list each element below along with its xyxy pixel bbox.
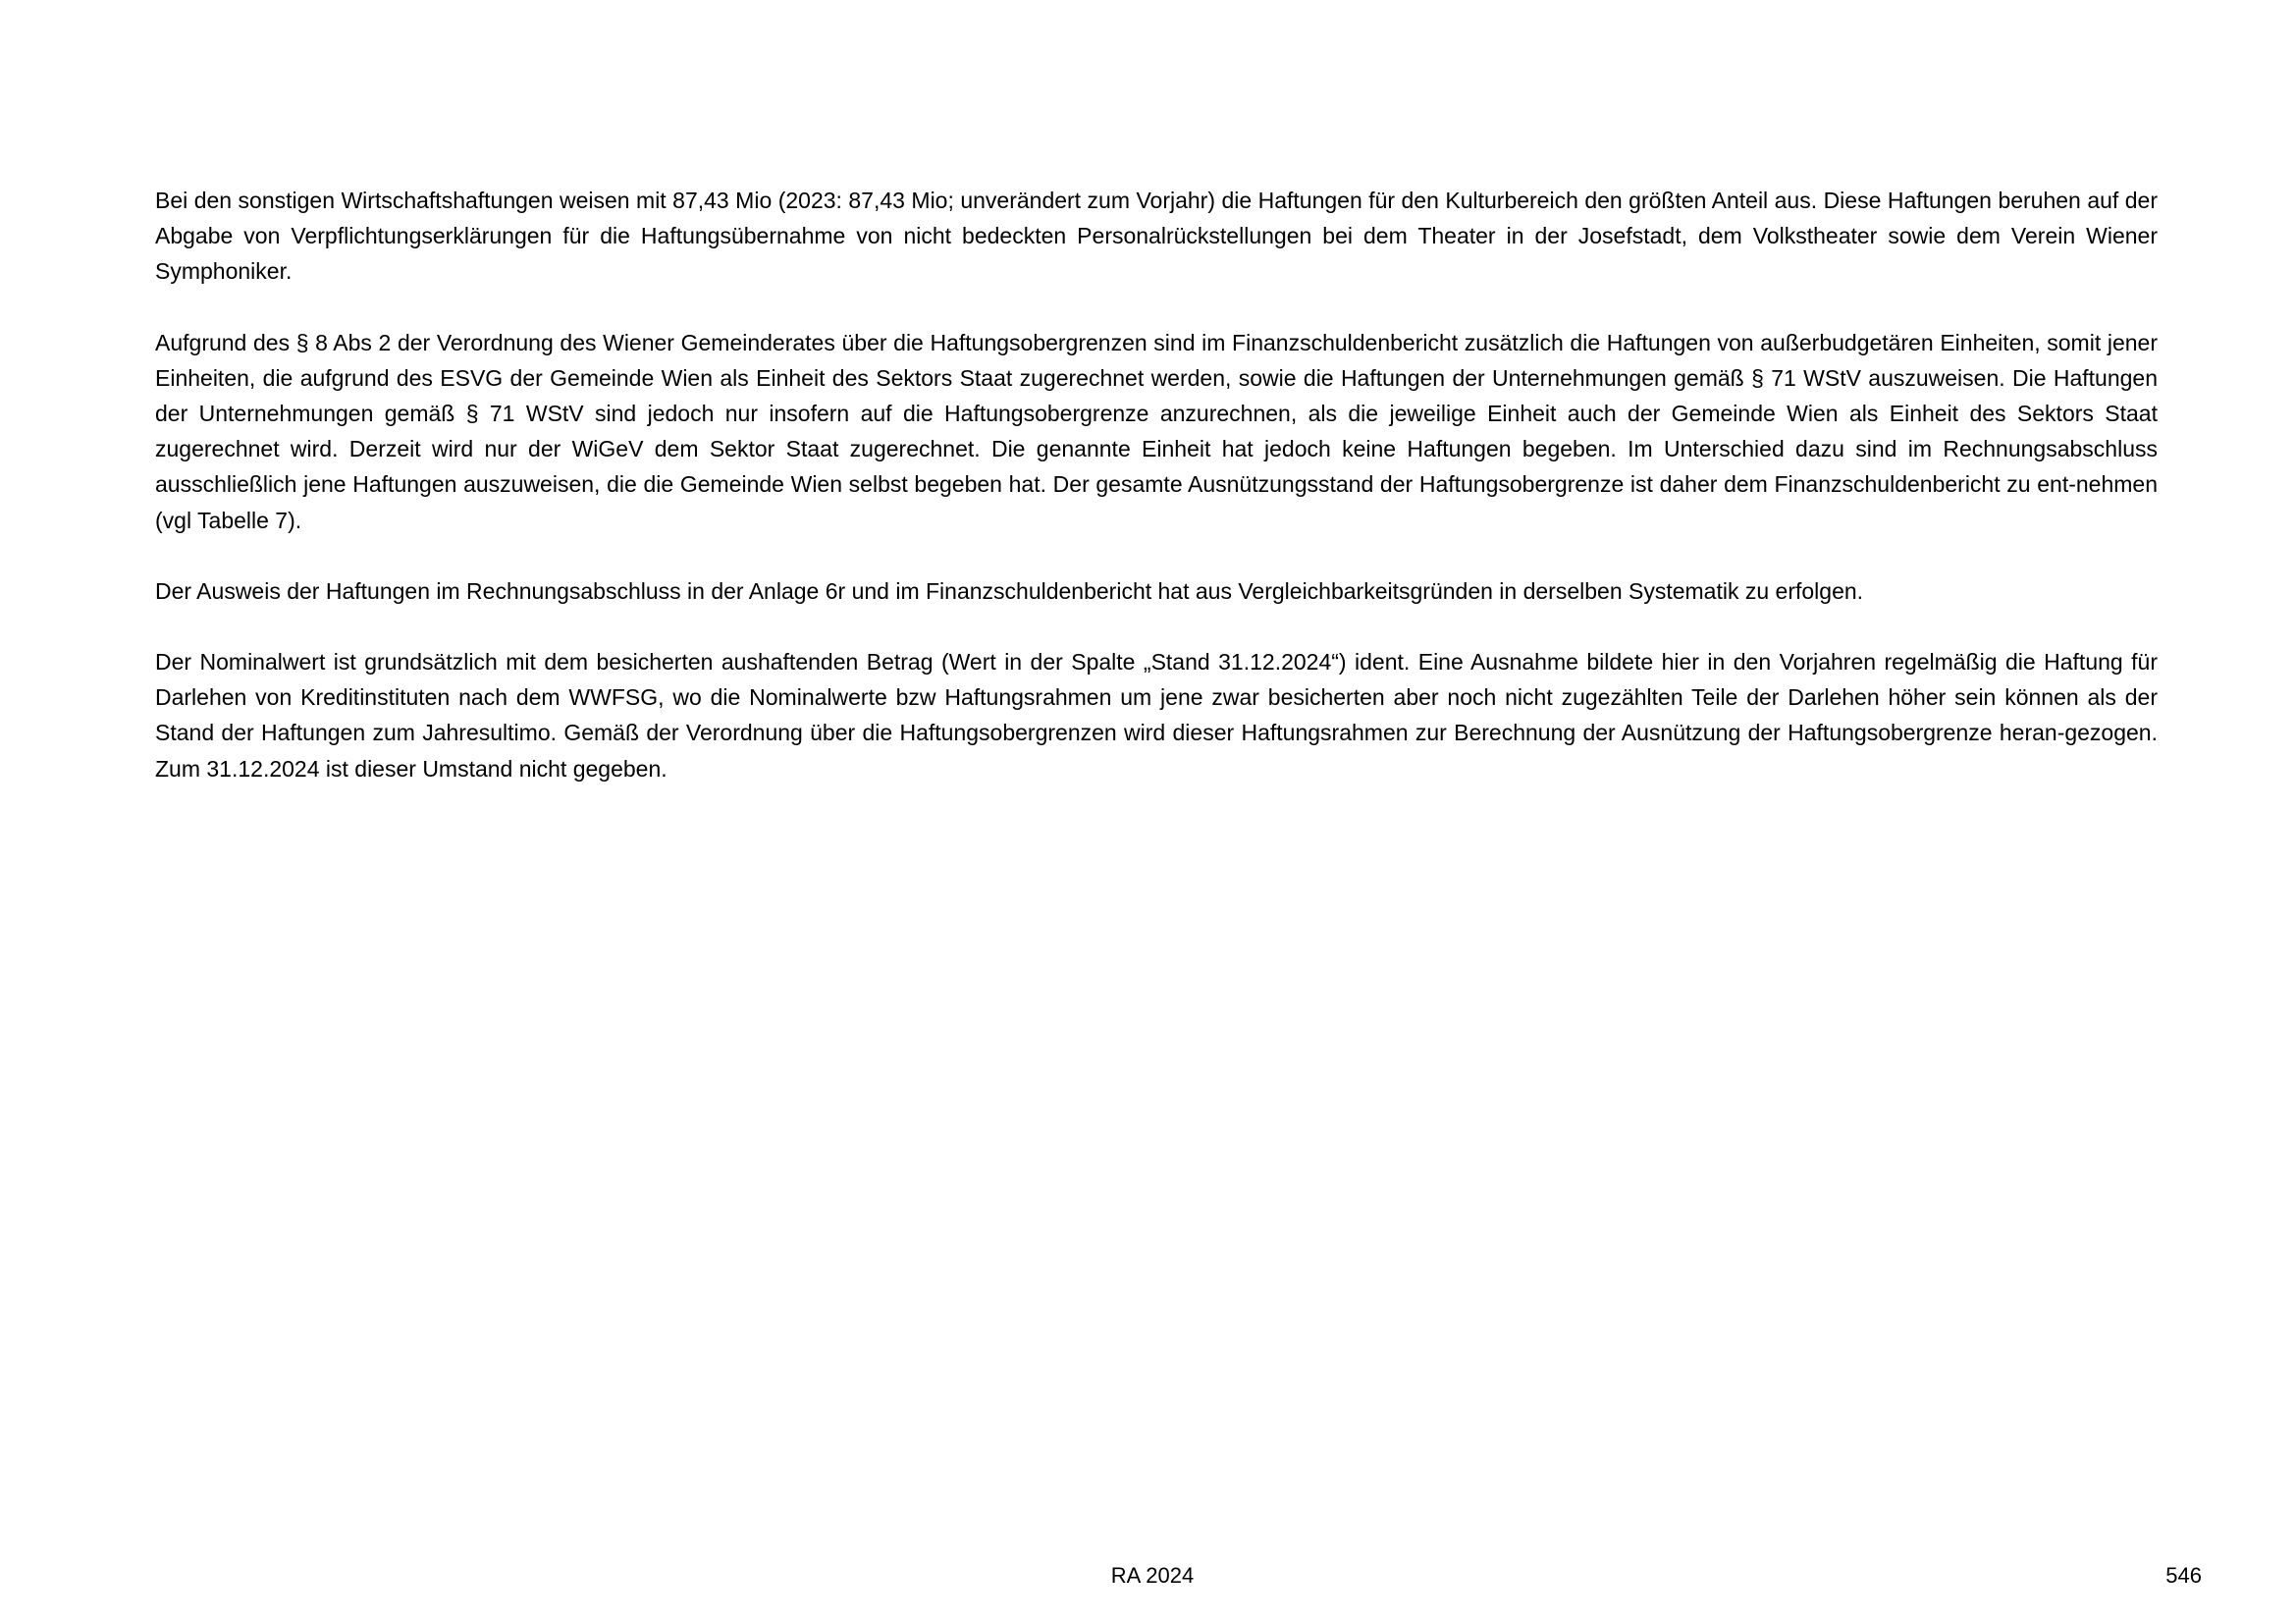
paragraph-reporting-systematics: Der Ausweis der Haftungen im Rechnungsabschluss in der Anlage 6r und im Finanzschuldenbericht hat aus Vergleichbarkeitsgründen in derselben Systematik zu erfolgen. [155, 577, 1864, 604]
paragraph-guarantee-limits: Aufgrund des § 8 Abs 2 der Verordnung des Wiener Gemeinderates über die Haftungsobergrenzen sind im Finanzschuldenbericht zusätzlich die Haftungen von außerbudgetären Einheiten, somit jener Einheiten, die aufgrund des ESVG der Gemeinde Wien als Einheit des Sektors Staat zugerechnet werden, sowie die Haftungen der Unternehmungen gemäß § 71 WStV auszuweisen. Die Haftungen der Unternehmungen gemäß § 71 WStV sind jedoch nur insofern auf die Haftungsobergrenze anzurechnen, als die jeweilige Einheit auch der Gemeinde Wien als Einheit des Sektors Staat zugerechnet wird. Derzeit wird nur der WiGeV dem Sektor Staat zugerechnet. Die genannte Einheit hat jedoch keine Haftungen begeben. Im Unterschied dazu sind im Rechnungsabschluss ausschließlich jene Haftungen auszuweisen, die die Gemeinde Wien selbst begeben hat. Der gesamte Ausnützungsstand der Haftungsobergrenze ist daher dem Finanzschuldenbericht zu ent-nehmen (vgl Tabelle 7). [155, 329, 2158, 533]
paragraph-nominal-value: Der Nominalwert ist grundsätzlich mit dem besicherten aushaftenden Betrag (Wert in der Spalte „Stand 31.12.2024“) ident. Eine Ausnahme bildete hier in den Vorjahren regelmäßig die Haftung für Darlehen von Kreditinstituten nach dem WWFSG, wo die Nominalwerte bzw Haftungsrahmen um jene zwar besicherten aber noch nicht zugezählten Teile der Darlehen höher sein können als der Stand der Haftungen zum Jahresultimo. Gemäß der Verordnung über die Haftungsobergrenzen wird dieser Haftungsrahmen zur Berechnung der Ausnützung der Haftungsobergrenze heran-gezogen. Zum 31.12.2024 ist dieser Umstand nicht gegeben. [155, 649, 2158, 782]
page-body [155, 183, 2158, 822]
paragraph-cultural-guarantees: Bei den sonstigen Wirtschaftshaftungen weisen mit 87,43 Mio (2023: 87,43 Mio; unverändert zum Vorjahr) die Haftungen für den Kulturbereich den größten Anteil aus. Diese Haftungen beruhen auf der Abgabe von Verpflichtungserklärungen für die Haftungsübernahme von nicht bedeckten Personalrückstellungen bei dem Theater in der Josefstadt, dem Volkstheater sowie dem Verein Wiener Symphoniker. [155, 188, 2158, 285]
footer-page-number: 546 [2165, 1563, 2202, 1588]
footer-report-label: RA 2024 [1110, 1563, 1195, 1588]
